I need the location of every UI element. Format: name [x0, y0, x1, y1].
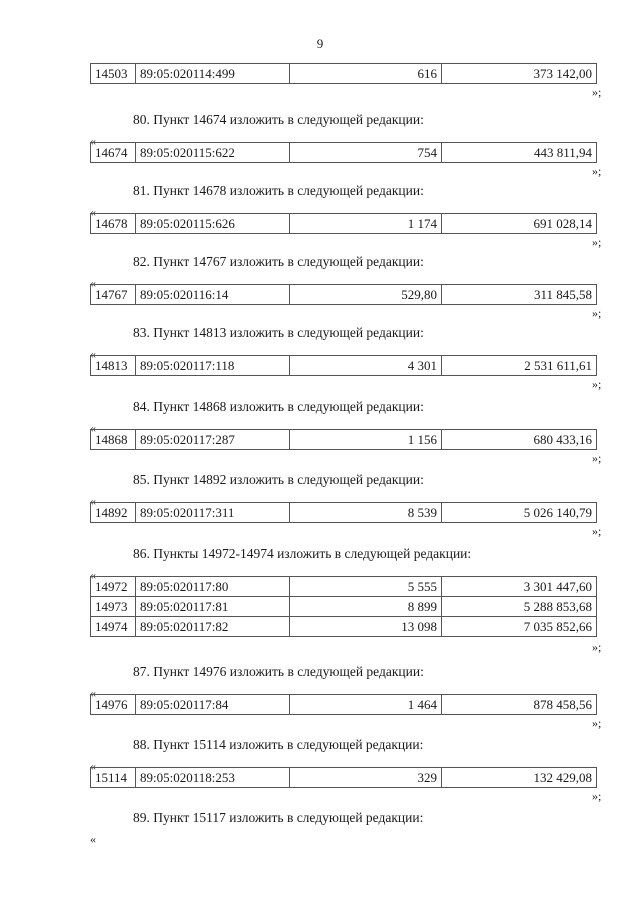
area-cell: 1 464	[290, 695, 442, 715]
cadastral-number-cell: 89:05:020118:253	[136, 768, 290, 788]
section-heading: 80. Пункт 14674 изложить в следующей редакции:	[133, 112, 424, 127]
register-table	[90, 767, 597, 788]
area-cell: 1 174	[290, 214, 442, 234]
register-table	[90, 576, 597, 637]
cadastral-number-cell: 89:05:020117:84	[136, 695, 290, 715]
row-id-cell: 14813	[91, 356, 136, 376]
row-id-cell: 14868	[91, 430, 136, 450]
opening-quote: «	[90, 568, 96, 582]
cadastral-value-cell: 7 035 852,66	[442, 617, 597, 637]
cadastral-value-cell: 680 433,16	[442, 430, 597, 450]
closing-quote: »;	[592, 524, 602, 538]
register-table	[90, 502, 597, 523]
cadastral-number-cell: 89:05:020117:287	[136, 430, 290, 450]
closing-quote: »;	[592, 451, 602, 465]
area-cell: 529,80	[290, 285, 442, 305]
cadastral-value-cell: 2 531 611,61	[442, 356, 597, 376]
area-cell: 616	[290, 64, 442, 84]
section-heading: 83. Пункт 14813 изложить в следующей редакции:	[133, 325, 424, 340]
opening-quote: «	[90, 205, 96, 219]
closing-quote: »;	[592, 640, 602, 654]
section-heading: 88. Пункт 15114 изложить в следующей редакции:	[133, 737, 424, 752]
cadastral-number-cell: 89:05:020117:80	[136, 577, 290, 597]
opening-quote: «	[90, 759, 96, 773]
row-id-cell: 14767	[91, 285, 136, 305]
cadastral-value-cell: 3 301 447,60	[442, 577, 597, 597]
row-id-cell: 14973	[91, 597, 136, 617]
section-heading: 85. Пункт 14892 изложить в следующей редакции:	[133, 472, 424, 487]
row-id-cell: 14674	[91, 143, 136, 163]
cadastral-number-cell: 89:05:020115:626	[136, 214, 290, 234]
table-row	[91, 64, 597, 84]
closing-quote: »;	[592, 789, 602, 803]
opening-quote: «	[90, 347, 96, 361]
register-table	[90, 284, 597, 305]
section-heading: 84. Пункт 14868 изложить в следующей редакции:	[133, 399, 424, 414]
section-heading: 89. Пункт 15117 изложить в следующей редакции:	[133, 810, 424, 825]
row-id-cell: 14503	[91, 64, 136, 84]
table-row	[91, 695, 597, 715]
area-cell: 329	[290, 768, 442, 788]
row-id-cell: 14678	[91, 214, 136, 234]
opening-quote: «	[90, 134, 96, 148]
page-number: 9	[316, 36, 324, 51]
opening-quote: «	[90, 494, 96, 508]
section-heading: 82. Пункт 14767 изложить в следующей редакции:	[133, 254, 424, 269]
table-row	[91, 356, 597, 376]
row-id-cell: 14976	[91, 695, 136, 715]
register-table	[90, 213, 597, 234]
cadastral-number-cell: 89:05:020117:82	[136, 617, 290, 637]
cadastral-number-cell: 89:05:020116:14	[136, 285, 290, 305]
cadastral-number-cell: 89:05:020114:499	[136, 64, 290, 84]
table-row	[91, 143, 597, 163]
area-cell: 1 156	[290, 430, 442, 450]
table-row	[91, 617, 597, 637]
table-row	[91, 503, 597, 523]
cadastral-number-cell: 89:05:020117:81	[136, 597, 290, 617]
table-row	[91, 214, 597, 234]
closing-quote: »;	[592, 164, 602, 178]
cadastral-number-cell: 89:05:020115:622	[136, 143, 290, 163]
section-heading: 81. Пункт 14678 изложить в следующей редакции:	[133, 183, 424, 198]
opening-quote: «	[90, 686, 96, 700]
cadastral-value-cell: 311 845,58	[442, 285, 597, 305]
table-row	[91, 430, 597, 450]
area-cell: 8 539	[290, 503, 442, 523]
opening-quote: «	[90, 276, 96, 290]
area-cell: 5 555	[290, 577, 442, 597]
cadastral-value-cell: 5 026 140,79	[442, 503, 597, 523]
area-cell: 754	[290, 143, 442, 163]
cadastral-value-cell: 132 429,08	[442, 768, 597, 788]
closing-quote: »;	[592, 716, 602, 730]
section-heading: 86. Пункты 14972-14974 изложить в следующей редакции:	[133, 546, 472, 561]
cadastral-value-cell: 878 458,56	[442, 695, 597, 715]
cadastral-number-cell: 89:05:020117:118	[136, 356, 290, 376]
cadastral-number-cell: 89:05:020117:311	[136, 503, 290, 523]
closing-quote: »;	[592, 235, 602, 249]
closing-quote: »;	[592, 85, 602, 99]
table-row	[91, 768, 597, 788]
cadastral-value-cell: 373 142,00	[442, 64, 597, 84]
row-id-cell: 14972	[91, 577, 136, 597]
register-table	[90, 429, 597, 450]
row-id-cell: 15114	[91, 768, 136, 788]
area-cell: 4 301	[290, 356, 442, 376]
register-table	[90, 63, 597, 84]
closing-quote: »;	[592, 306, 602, 320]
cadastral-value-cell: 443 811,94	[442, 143, 597, 163]
area-cell: 13 098	[290, 617, 442, 637]
table-row	[91, 577, 597, 597]
row-id-cell: 14892	[91, 503, 136, 523]
closing-quote: »;	[592, 377, 602, 391]
table-row	[91, 597, 597, 617]
opening-quote: «	[90, 421, 96, 435]
cadastral-value-cell: 691 028,14	[442, 214, 597, 234]
opening-quote: «	[90, 832, 96, 846]
register-table	[90, 355, 597, 376]
cadastral-value-cell: 5 288 853,68	[442, 597, 597, 617]
row-id-cell: 14974	[91, 617, 136, 637]
area-cell: 8 899	[290, 597, 442, 617]
register-table	[90, 142, 597, 163]
register-table	[90, 694, 597, 715]
table-row	[91, 285, 597, 305]
section-heading: 87. Пункт 14976 изложить в следующей редакции:	[133, 664, 424, 679]
